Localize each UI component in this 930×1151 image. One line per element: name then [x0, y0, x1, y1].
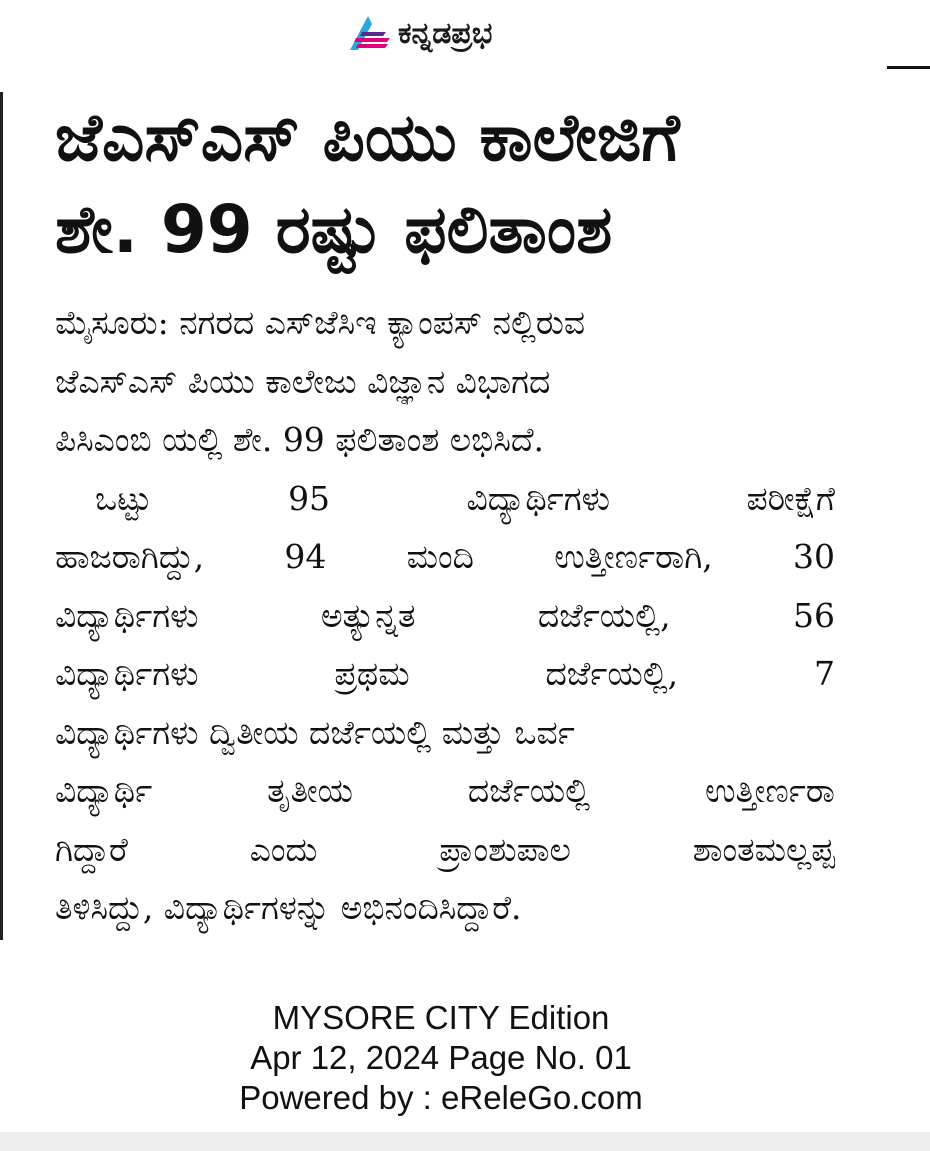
masthead [346, 8, 492, 58]
article-word: ಮಂದಿ [406, 537, 474, 576]
article-line: ಜೆಎಸ್‌ಎಸ್ ಪಿಯು ಕಾಲೇಜು ವಿಜ್ಞಾನ ವಿಭಾಗದ [55, 361, 551, 401]
article-word: ದರ್ಜೆಯಲ್ಲಿ, [537, 595, 671, 635]
article-word: ಪ್ರಾಂಶುಪಾಲ [439, 829, 571, 869]
article-line: ವಿದ್ಯಾರ್ಥಿಗಳು ದ್ವಿತೀಯ ದರ್ಜೆಯಲ್ಲಿ ಮತ್ತು ಒರ್ವ [55, 712, 575, 752]
article-word: ಅತ್ಯುನ್ನತ [320, 595, 416, 635]
article-line: ಪಿಸಿಎಂಬಿ ಯಲ್ಲಿ ಶೇ. 99 ಫಲಿತಾಂಶ ಲಭಿಸಿದೆ. [55, 420, 545, 459]
article-word: 7 [813, 654, 835, 693]
article-word: 56 [792, 595, 835, 635]
left-column-rule [0, 92, 3, 940]
article-word: ವಿದ್ಯಾರ್ಥಿ [55, 771, 153, 810]
article-word: ವಿದ್ಯಾರ್ಥಿಗಳು [55, 654, 199, 693]
article-headline [55, 92, 835, 276]
edition-name: MYSORE CITY Edition [272, 999, 610, 1036]
article-word: 30 [792, 537, 835, 576]
article-line [55, 587, 835, 646]
article-body [55, 294, 835, 938]
article-word: ಪರೀಕ್ಷೆಗೆ [746, 478, 835, 518]
article-word: ಹಾಜರಾಗಿದ್ದು, [55, 537, 205, 576]
article-word: ಉತ್ತೀರ್ಣರಾಗಿ, [554, 537, 713, 576]
article-line [55, 762, 835, 821]
article-line [55, 821, 835, 880]
article-word: ತೃತೀಯ [267, 771, 353, 810]
article-line [55, 470, 835, 529]
article-word: 95 [288, 478, 331, 518]
article-word: ಉತ್ತೀರ್ಣರಾ [705, 771, 835, 810]
masthead-logo-text: ಕನ್ನಡಪ್ರಭ [398, 15, 493, 51]
article-word: ಗಿದ್ದಾರೆ [55, 829, 128, 869]
article-line: ಮೈಸೂರು: ನಗರದ ಎಸ್‌ಜೆಸಿಇ ಕ್ಯಾಂಪಸ್ ನಲ್ಲಿರುವ [55, 303, 586, 342]
article-line: ತಿಳಿಸಿದ್ದು, ವಿದ್ಯಾರ್ಥಿಗಳನ್ನು ಅಭಿನಂದಿಸಿದ್ದಾರೆ. [55, 888, 522, 927]
article-word: 94 [284, 537, 327, 576]
article-word: ವಿದ್ಯಾರ್ಥಿಗಳು [466, 478, 610, 518]
article-line [55, 528, 835, 587]
article-word: ದರ್ಜೆಯಲ್ಲಿ [467, 771, 591, 810]
article-word: ದರ್ಜೆಯಲ್ಲಿ, [545, 654, 679, 693]
article-word: ವಿದ್ಯಾರ್ಥಿಗಳು [55, 595, 199, 635]
top-divider [887, 66, 930, 69]
article-word: ಶಾಂತಮಲ್ಲಪ್ಪ [692, 829, 835, 869]
headline-line-1: ಜೆಎಸ್‌ಎಸ್ ಪಿಯು ಕಾಲೇಜಿಗೆ [55, 99, 680, 176]
edition-date-page: Apr 12, 2024 Page No. 01 [250, 1039, 632, 1076]
kannada-prabha-logo-icon [346, 12, 392, 54]
edition-footer [0, 998, 882, 1118]
article-word: ಒಟ್ಟು [95, 478, 152, 518]
article-word: ಪ್ರಥಮ [334, 654, 410, 693]
article-line [55, 645, 835, 704]
headline-line-2: ಶೇ. 99 ರಷ್ಟು ಫಲಿತಾಂಶ [55, 191, 613, 268]
article-word: ಎಂದು [249, 829, 318, 869]
powered-by-link[interactable]: Powered by : eReleGo.com [239, 1079, 643, 1116]
bottom-bar [0, 1132, 930, 1151]
